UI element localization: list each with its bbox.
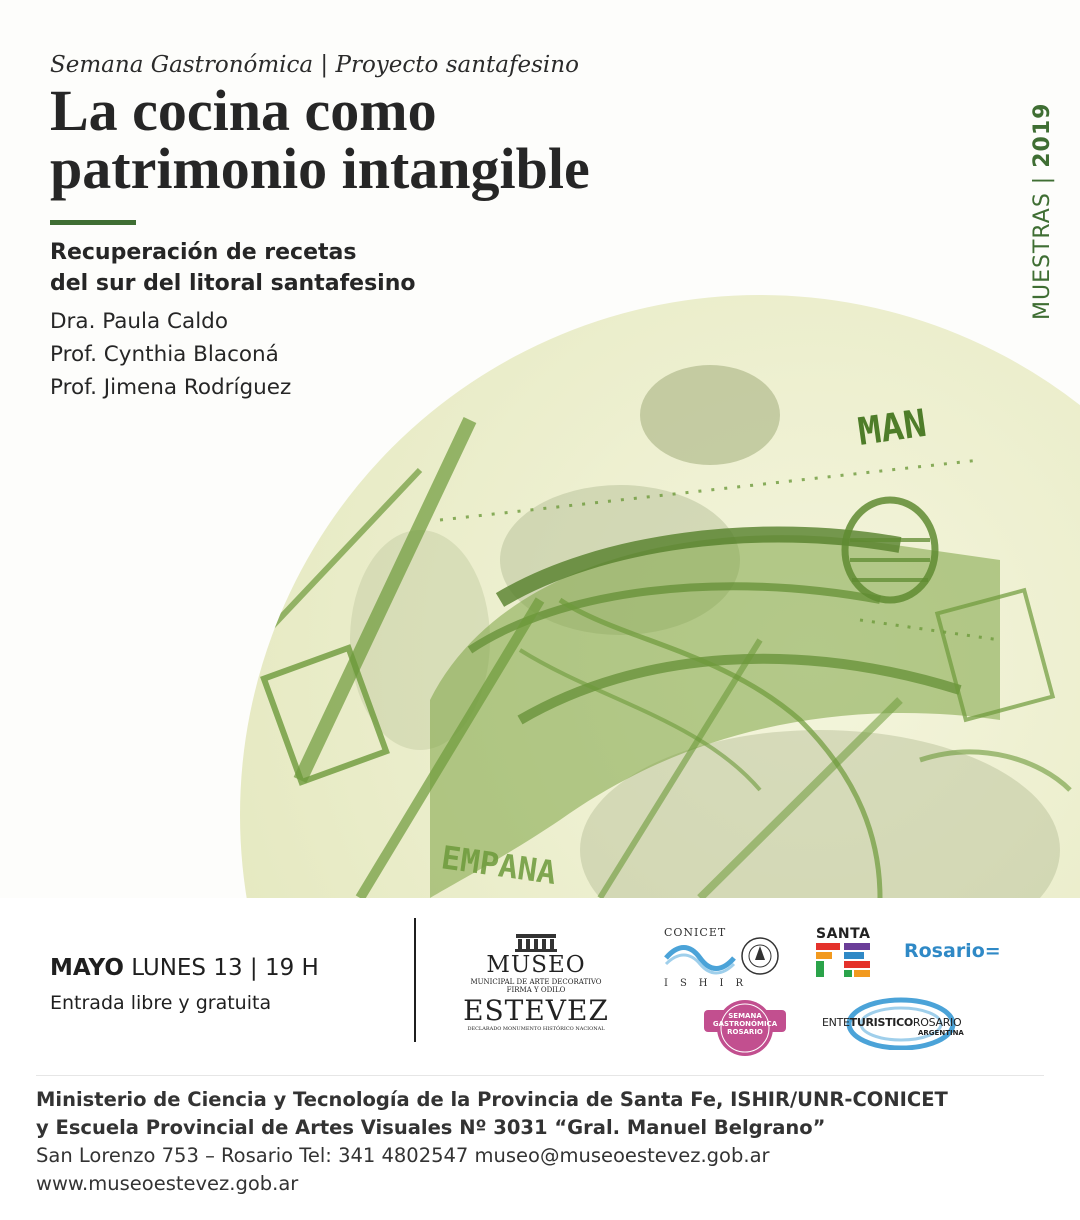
author-1: Dra. Paula Caldo: [50, 309, 228, 334]
authors-list: [50, 305, 291, 404]
title-line-1: La cocina como: [50, 78, 437, 143]
event-day-time: LUNES 13 | 19 H: [131, 955, 319, 981]
accent-rule: [50, 220, 136, 225]
footer-website: www.museoestevez.gob.ar: [36, 1172, 299, 1195]
side-separator: |: [1030, 175, 1055, 185]
plate-word-bottom: EMPANA: [438, 838, 559, 893]
museo-line-3: ESTEVEZ: [463, 994, 609, 1027]
ente-prefix: ENTE: [822, 1016, 850, 1029]
santa-fe-label: SANTA: [816, 926, 871, 942]
title-line-2: patrimonio intangible: [50, 136, 590, 201]
museo-line-4: DECLARADO MONUMENTO HISTÓRICO NACIONAL: [467, 1026, 605, 1032]
footer-line-2: y Escuela Provincial de Artes Visuales Nº 3031 “Gral. Manuel Belgrano”: [36, 1116, 826, 1139]
santa-fe-fe-mark: [816, 943, 872, 977]
side-section: MUESTRAS: [1030, 192, 1055, 320]
santa-fe-logo: [816, 926, 872, 978]
side-year: 2019: [1030, 102, 1055, 168]
ente-turistico-logo: [822, 996, 962, 1050]
footer: [36, 1086, 948, 1198]
museum-building-icon: [514, 932, 558, 952]
author-2: Prof. Cynthia Blaconá: [50, 342, 279, 367]
plate-word-top: MAN: [855, 400, 930, 454]
author-3: Prof. Jimena Rodríguez: [50, 375, 292, 400]
santa-fe-fe-text: FE: [828, 968, 839, 977]
ishir-label: ISHIR: [664, 978, 756, 989]
footer-address: San Lorenzo 753 – Rosario Tel: 341 4802547 museo@museoestevez.gob.ar: [36, 1144, 770, 1167]
event-date: [50, 955, 319, 981]
semana-gastronomica-badge: [704, 996, 786, 1058]
event-month: MAYO: [50, 955, 124, 981]
museo-estevez-logo: [462, 932, 610, 1032]
subtitle-line-1: Recuperación de recetas: [50, 240, 357, 265]
ente-suffix: ROSARIO: [912, 1016, 962, 1029]
semana-label: SEMANA GASTRONÓMICA ROSARIO: [712, 1012, 778, 1036]
subtitle-line-2: del sur del litoral santafesino: [50, 271, 416, 296]
vertical-divider: [414, 918, 416, 1042]
ente-name: [822, 1016, 961, 1029]
footer-line-1: Ministerio de Ciencia y Tecnología de la Provincia de Santa Fe, ISHIR/UNR-CONICET: [36, 1088, 948, 1111]
subtitle: [50, 237, 415, 299]
conicet-label: CONICET: [664, 926, 727, 939]
conicet-wave-icon: [660, 936, 790, 978]
conicet-ishir-logo: [660, 924, 790, 992]
page-title: [50, 78, 590, 201]
museo-line-2: MUNICIPAL DE ARTE DECORATIVO FIRMA Y ODILO: [470, 978, 602, 994]
ente-bold: TURISTICO: [849, 1016, 913, 1029]
side-label: [1030, 103, 1055, 320]
footer-divider: [36, 1075, 1044, 1076]
ente-country: ARGENTINA: [918, 1029, 964, 1037]
event-entry: Entrada libre y gratuita: [50, 992, 272, 1014]
pretitle: Semana Gastronómica | Proyecto santafesino: [50, 52, 579, 78]
museo-line-1: MUSEO: [486, 952, 586, 978]
rosario-logo: Rosario=: [904, 940, 1001, 962]
